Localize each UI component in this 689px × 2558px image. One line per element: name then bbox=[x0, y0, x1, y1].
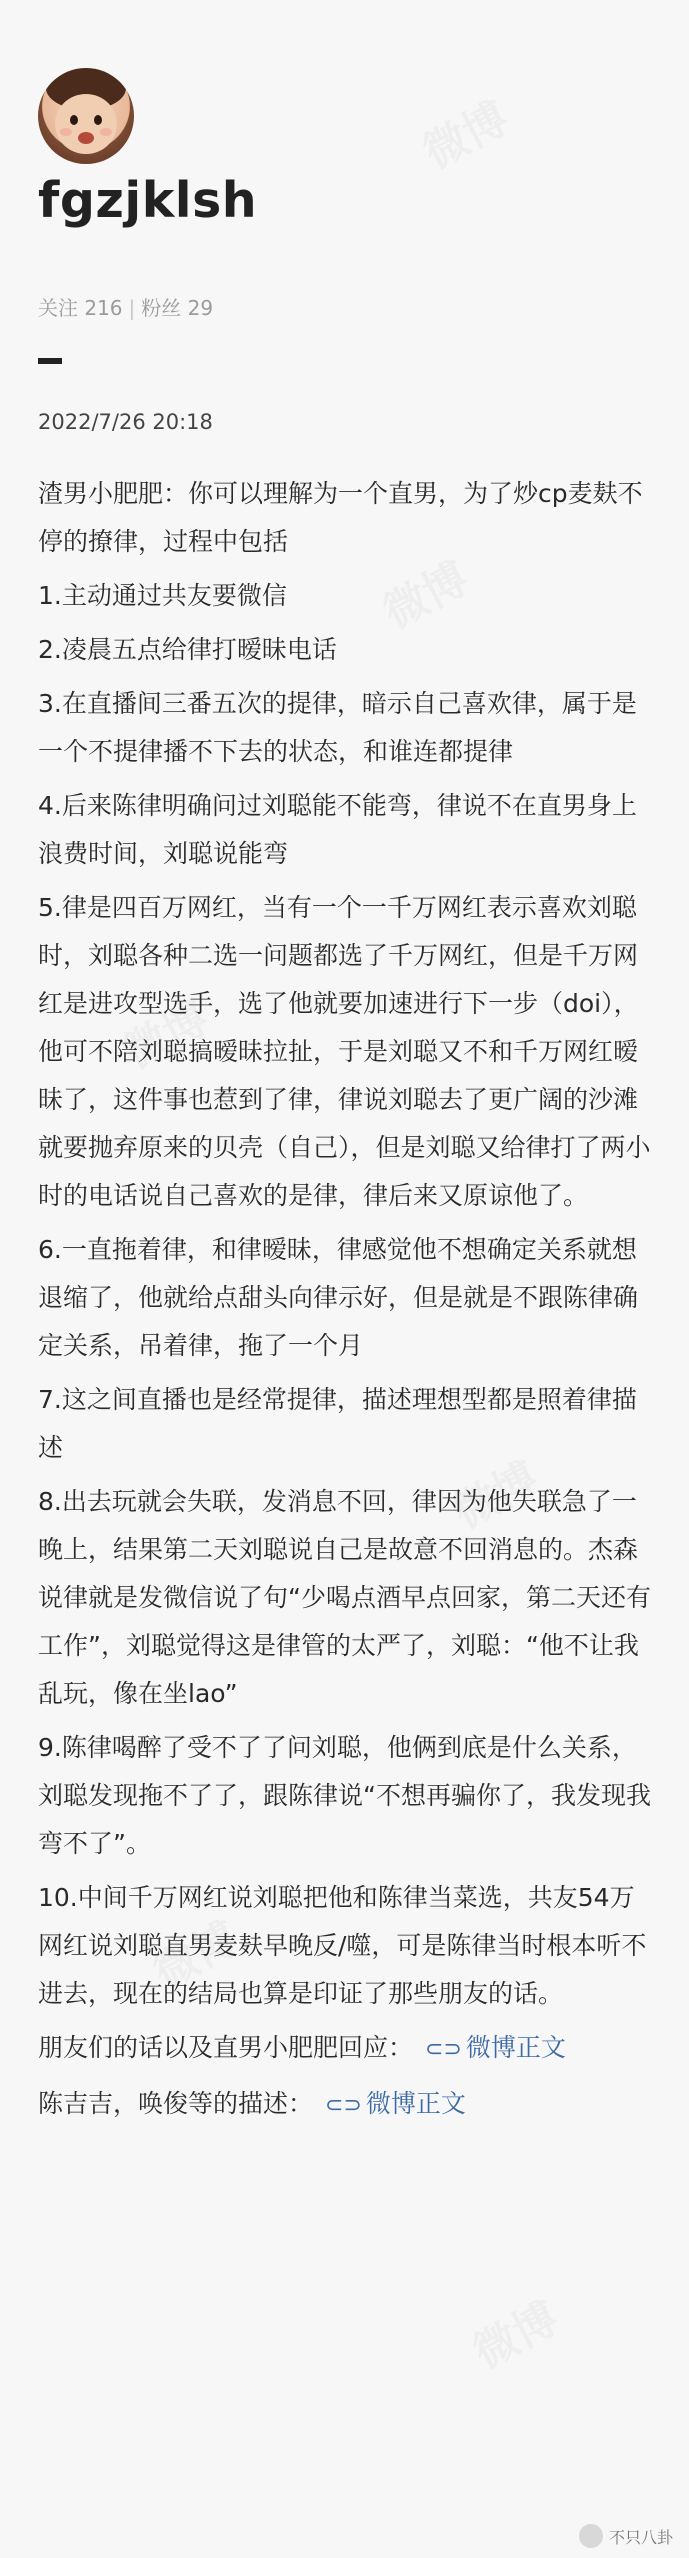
account-badge-icon bbox=[579, 2524, 603, 2548]
stats-divider: | bbox=[128, 296, 136, 320]
footer-text: 陈吉吉，唤俊等的描述： bbox=[38, 2089, 314, 2118]
following-label[interactable]: 关注 bbox=[38, 296, 78, 320]
weibo-link[interactable] bbox=[313, 2089, 466, 2118]
post-paragraph: 渣男小肥肥：你可以理解为一个直男，为了炒cp麦麸不停的撩律，过程中包括 bbox=[38, 479, 643, 556]
weibo-link-label[interactable]: 微博正文 bbox=[365, 2089, 466, 2118]
post-paragraph: 8.出去玩就会失联，发消息不回，律因为他失联急了一晚上，结果第二天刘聪说自己是故意不回消息的。杰森说律就是发微信说了句“少喝点酒早点回家，第二天还有工作”，刘聪觉得这是律管的太严了，刘聪：“他不让我乱玩，像在坐lao” bbox=[38, 1487, 651, 1708]
profile-stats bbox=[38, 292, 213, 321]
post-paragraph: 9.陈律喝醉了受不了了问刘聪，他俩到底是什么关系，刘聪发现拖不了了，跟陈律说“不想再骗你了，我发现我弯不了”。 bbox=[38, 1733, 651, 1858]
avatar-image bbox=[38, 68, 134, 164]
post-paragraph: 10.中间千万网红说刘聪把他和陈律当菜选，共友54万网红说刘聪直男麦麸早晚反/噬，可是陈律当时根本听不进去，现在的结局也算是印证了那些朋友的话。 bbox=[38, 1883, 647, 2008]
weibo-link-label[interactable]: 微博正文 bbox=[465, 2033, 566, 2062]
avatar[interactable] bbox=[38, 68, 134, 164]
post-paragraph: 7.这之间直播也是经常提律，描述理想型都是照着律描述 bbox=[38, 1385, 637, 1462]
post-paragraph: 5.律是四百万网红，当有一个一千万网红表示喜欢刘聪时，刘聪各种二选一问题都选了千万网红，但是千万网红是进攻型选手，选了他就要加速进行下一步（doi），他可不陪刘聪搞暧昧拉扯，于是刘聪又不和千万网红暧昧了，这件事也惹到了律，律说刘聪去了更广阔的沙滩就要抛弃原来的贝壳（自己），但是刘聪又给律打了两小时的电话说自己喜欢的是律，律后来又原谅他了。 bbox=[38, 893, 651, 1210]
divider-mark bbox=[38, 358, 62, 364]
link-chain-icon: ⊂⊃ bbox=[325, 2093, 362, 2118]
following-count[interactable]: 216 bbox=[84, 296, 123, 320]
post-paragraph: 1.主动通过共友要微信 bbox=[38, 581, 287, 610]
post-paragraph: 4.后来陈律明确问过刘聪能不能弯，律说不在直男身上浪费时间，刘聪说能弯 bbox=[38, 791, 637, 868]
watermark bbox=[410, 83, 518, 181]
weibo-link[interactable] bbox=[413, 2033, 566, 2062]
post-paragraph: 6.一直拖着律，和律暧昧，律感觉他不想确定关系就想退缩了，他就给点甜头向律示好，但是就是不跟陈律确定关系，吊着律，拖了一个月 bbox=[38, 1235, 639, 1360]
link-chain-icon: ⊂⊃ bbox=[425, 2037, 462, 2062]
footer-text: 朋友们的话以及直男小肥肥回应： bbox=[38, 2033, 414, 2062]
followers-count[interactable]: 29 bbox=[187, 296, 214, 320]
username[interactable]: fgzjklsh bbox=[38, 172, 258, 229]
post-paragraph: 3.在直播间三番五次的提律，暗示自己喜欢律，属于是一个不提律播不下去的状态，和谁连都提律 bbox=[38, 689, 637, 766]
footer-line bbox=[38, 2080, 658, 2130]
watermark bbox=[460, 2283, 568, 2381]
post-date: 2022/7/26 20:18 bbox=[38, 410, 213, 434]
account-badge bbox=[579, 2524, 673, 2548]
post-paragraph: 2.凌晨五点给律打暧昧电话 bbox=[38, 635, 337, 664]
followers-label[interactable]: 粉丝 bbox=[141, 296, 182, 320]
footer-line bbox=[38, 2024, 658, 2074]
badge-text: 不只八卦 bbox=[608, 2527, 673, 2547]
post-content bbox=[38, 470, 658, 2136]
